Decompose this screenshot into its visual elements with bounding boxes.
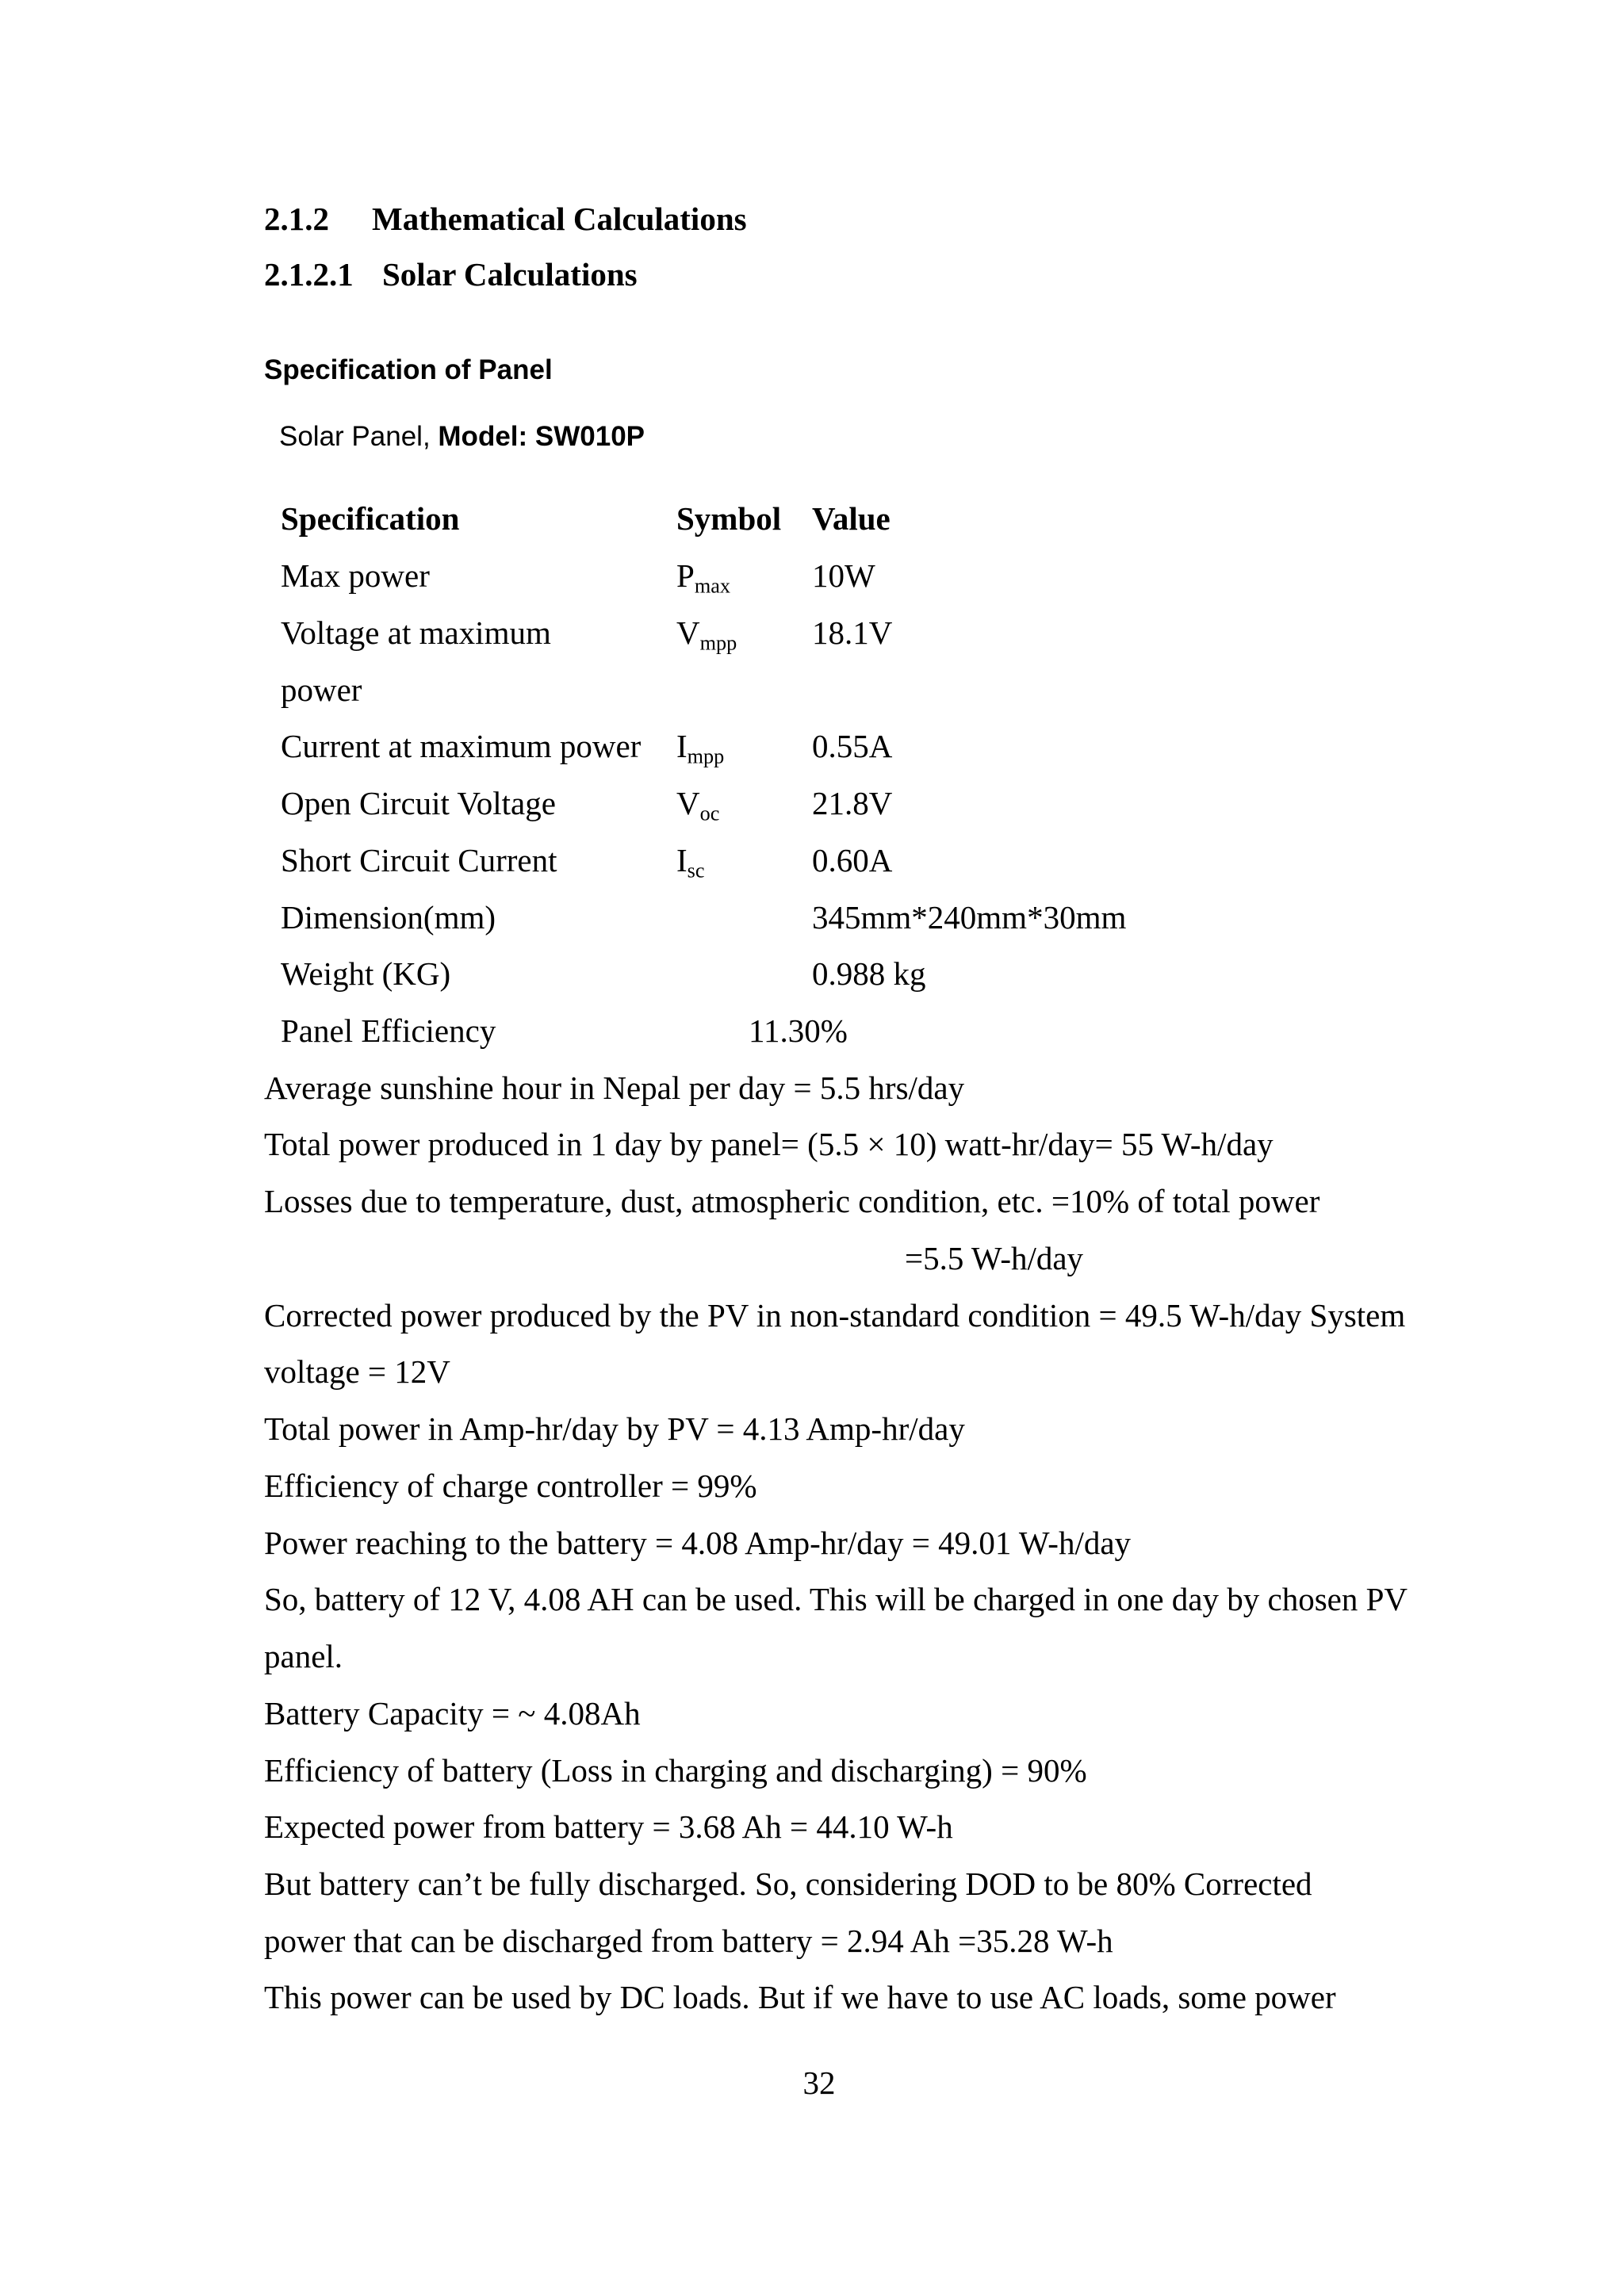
value-cell: 0.988 kg xyxy=(812,955,926,993)
panel-model-line xyxy=(279,417,645,457)
symbol-main: I xyxy=(676,728,688,765)
table-row xyxy=(0,1003,1624,1060)
header-specification: Specification xyxy=(281,500,460,538)
value-cell: 345mm*240mm*30mm xyxy=(812,898,1127,936)
value-cell: 11.30% xyxy=(749,1012,848,1049)
symbol-main: I xyxy=(676,841,688,878)
value-cell: 21.8V xyxy=(812,785,893,822)
table-row xyxy=(0,605,1624,718)
system-voltage-line: voltage = 12V xyxy=(264,1353,450,1391)
controller-efficiency-line: Efficiency of charge controller = 99% xyxy=(264,1467,757,1504)
symbol-cell xyxy=(676,718,724,775)
symbol-cell xyxy=(676,775,719,832)
section-number: 2.1.2 xyxy=(264,200,329,237)
section-heading xyxy=(0,190,1624,247)
model-label: Model: SW010P xyxy=(438,421,645,452)
symbol-cell xyxy=(676,832,705,890)
spec-cell: Voltage at maximum power xyxy=(281,614,551,708)
value-cell: 0.55A xyxy=(812,728,893,765)
product-label: Solar Panel, xyxy=(279,421,431,452)
battery-efficiency-line: Efficiency of battery (Loss in charging and discharging) = 90% xyxy=(264,1751,1087,1789)
dischargeable-power-line: power that can be discharged from battery = 2.94 Ah =35.28 W-h xyxy=(264,1922,1113,1959)
symbol-cell xyxy=(676,548,730,605)
daily-power-line: Total power produced in 1 day by panel= (5.5 × 10) watt-hr/day= 55 W-h/day xyxy=(264,1126,1274,1163)
table-row xyxy=(0,775,1624,832)
symbol-cell xyxy=(676,605,737,662)
dod-line: But battery can’t be fully discharged. So, considering DOD to be 80% Corrected xyxy=(264,1866,1312,1903)
losses-value-line: =5.5 W-h/day xyxy=(905,1239,1084,1276)
value-cell: 10W xyxy=(812,557,875,595)
amp-hour-line: Total power in Amp-hr/day by PV = 4.13 Amp-hr/day xyxy=(264,1410,965,1448)
spec-cell: Open Circuit Voltage xyxy=(281,785,556,822)
battery-capacity-line: Battery Capacity = ~ 4.08Ah xyxy=(264,1694,641,1732)
spec-table-header xyxy=(0,491,1624,548)
symbol-subscript: mpp xyxy=(687,744,725,768)
table-row xyxy=(0,946,1624,1003)
spec-table-and-calculations xyxy=(0,491,1624,2026)
symbol-subscript: oc xyxy=(699,802,720,825)
value-cell: 0.60A xyxy=(812,841,893,878)
corrected-power-line: Corrected power produced by the PV in non-standard condition = 49.5 W-h/day System xyxy=(264,1296,1406,1334)
table-row xyxy=(0,890,1624,947)
symbol-main: V xyxy=(676,614,700,651)
symbol-subscript: sc xyxy=(687,859,705,882)
battery-power-line: Power reaching to the battery = 4.08 Amp-hr/day = 49.01 W-h/day xyxy=(264,1524,1132,1561)
page-number: 32 xyxy=(802,2064,836,2101)
value-cell: 18.1V xyxy=(812,614,893,651)
subsection-number: 2.1.2.1 xyxy=(264,256,354,293)
spec-cell: Max power xyxy=(281,557,430,595)
subsection-title: Solar Calculations xyxy=(382,256,638,293)
symbol-main: V xyxy=(676,785,700,822)
subsection-heading xyxy=(0,246,1624,303)
section-title: Mathematical Calculations xyxy=(372,200,747,237)
loads-line: This power can be used by DC loads. But if we have to use AC loads, some power xyxy=(264,1979,1336,2016)
losses-line: Losses due to temperature, dust, atmospheric condition, etc. =10% of total power xyxy=(264,1183,1320,1220)
battery-choice-line: So, battery of 12 V, 4.08 AH can be used. This will be charged in one day by chosen PV xyxy=(264,1581,1408,1618)
spec-cell: Current at maximum power xyxy=(281,728,642,765)
spec-cell: Weight (KG) xyxy=(281,955,451,993)
spec-cell: Dimension(mm) xyxy=(281,898,496,936)
symbol-subscript: max xyxy=(694,574,730,598)
table-row xyxy=(0,548,1624,605)
symbol-main: P xyxy=(676,557,695,595)
expected-power-line: Expected power from battery = 3.68 Ah = 44.10 W-h xyxy=(264,1808,953,1846)
table-row xyxy=(0,718,1624,775)
spec-cell: Short Circuit Current xyxy=(281,841,557,878)
battery-choice-continued-line: panel. xyxy=(264,1638,343,1675)
table-row xyxy=(0,832,1624,890)
panel-spec-heading: Specification of Panel xyxy=(264,354,553,385)
spec-cell: Panel Efficiency xyxy=(281,1012,496,1049)
header-symbol: Symbol xyxy=(676,500,782,538)
sunshine-hours-line: Average sunshine hour in Nepal per day = 5.5 hrs/day xyxy=(264,1069,965,1106)
header-value: Value xyxy=(812,500,891,538)
symbol-subscript: mpp xyxy=(699,631,737,655)
